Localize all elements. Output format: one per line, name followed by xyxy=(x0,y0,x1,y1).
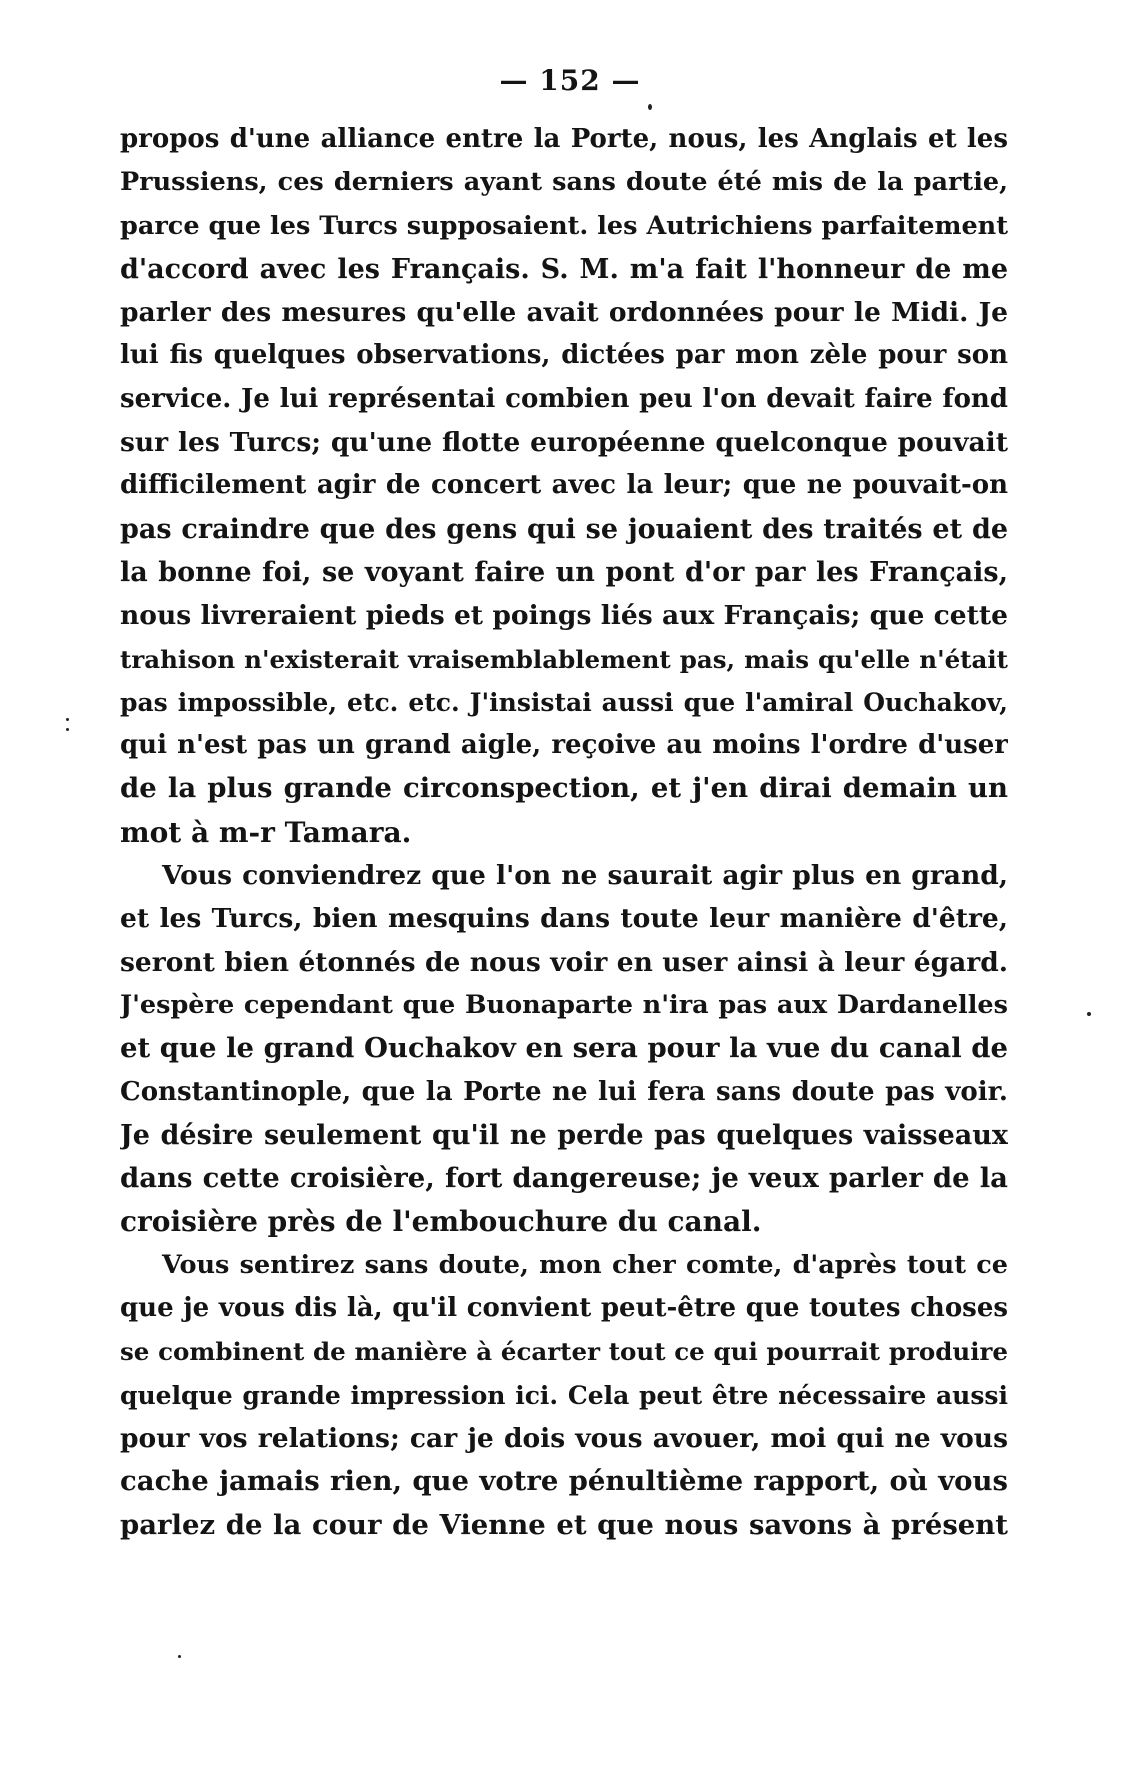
text-line: lui fis quelques observations, dictées par mon zèle pour son xyxy=(120,340,1008,371)
text-line: que je vous dis là, qu'il convient peut-être que toutes choses xyxy=(120,1293,1008,1324)
scan-speck xyxy=(1087,1012,1091,1016)
text-line: seront bien étonnés de nous voir en user ainsi à leur égard. xyxy=(120,946,1008,978)
text-line: nous livreraient pieds et poings liés aux Français; que cette xyxy=(120,600,1008,632)
text-line: se combinent de manière à écarter tout ce qui pourrait produire xyxy=(120,1337,1008,1367)
text-line: service. Je lui représentai combien peu l'on devait faire fond xyxy=(120,383,1008,414)
text-line: pas impossible, etc. etc. J'insistai aussi que l'amiral Ouchakov, xyxy=(120,687,1008,717)
text-line: mot à m-r Tamara. xyxy=(120,815,412,849)
text-line: qui n'est pas un grand aigle, reçoive au moins l'ordre d'user xyxy=(120,730,1008,761)
paragraph xyxy=(120,854,1008,1244)
text-line: J'espère cependant que Buonaparte n'ira pas aux Dardanelles xyxy=(120,989,1008,1020)
text-line: et les Turcs, bien mesquins dans toute leur manière d'être, xyxy=(120,903,1008,935)
text-line: cache jamais rien, que votre pénultième rapport, où vous xyxy=(120,1465,1008,1498)
text-line: Vous conviendrez que l'on ne saurait agir plus en grand, xyxy=(162,860,1008,892)
paragraph xyxy=(120,1244,1008,1547)
text-line: Je désire seulement qu'il ne perde pas quelques vaisseaux xyxy=(120,1119,1008,1151)
scan-speck xyxy=(66,728,69,731)
scan-speck xyxy=(178,1655,181,1658)
text-line: pas craindre que des gens qui se jouaient des traités et de xyxy=(120,513,1008,545)
paragraph xyxy=(120,118,1008,854)
text-line: pour vos relations; car je dois vous avouer, moi qui ne vous xyxy=(120,1422,1008,1454)
text-line: dans cette croisière, fort dangereuse; je veux parler de la xyxy=(120,1162,1008,1195)
text-line: parce que les Turcs supposaient. les Autrichiens parfaitement xyxy=(120,210,1008,241)
text-line: difficilement agir de concert avec la leur; que ne pouvait-on xyxy=(120,470,1008,501)
text-line: et que le grand Ouchakov en sera pour la vue du canal de xyxy=(120,1032,1008,1065)
text-line: quelque grande impression ici. Cela peut être nécessaire aussi xyxy=(120,1380,1008,1410)
text-line: d'accord avec les Français. S. M. m'a fait l'honneur de me xyxy=(120,253,1008,285)
body-text xyxy=(120,118,1008,1547)
scan-speck xyxy=(648,104,652,110)
text-line: Vous sentirez sans doute, mon cher comte, d'après tout ce xyxy=(162,1249,1008,1280)
text-line: Constantinople, que la Porte ne lui fera sans doute pas voir. xyxy=(120,1076,1008,1107)
text-line: Prussiens, ces derniers ayant sans doute été mis de la partie, xyxy=(120,167,1008,198)
text-line: sur les Turcs; qu'une flotte européenne quelconque pouvait xyxy=(120,427,1008,459)
text-line: parler des mesures qu'elle avait ordonnées pour le Midi. Je xyxy=(120,297,1008,329)
text-line: parlez de la cour de Vienne et que nous savons à présent xyxy=(120,1508,1008,1541)
scan-speck xyxy=(66,718,69,721)
text-line: propos d'une alliance entre la Porte, nous, les Anglais et les xyxy=(120,124,1008,154)
text-line: de la plus grande circonspection, et j'en dirai demain un xyxy=(120,772,1008,805)
text-line: trahison n'existerait vraisemblablement pas, mais qu'elle n'était xyxy=(120,644,1008,674)
text-line: la bonne foi, se voyant faire un pont d'or par les Français, xyxy=(120,556,1008,588)
page-number: — 152 — xyxy=(499,64,641,97)
text-line: croisière près de l'embouchure du canal. xyxy=(120,1205,762,1239)
